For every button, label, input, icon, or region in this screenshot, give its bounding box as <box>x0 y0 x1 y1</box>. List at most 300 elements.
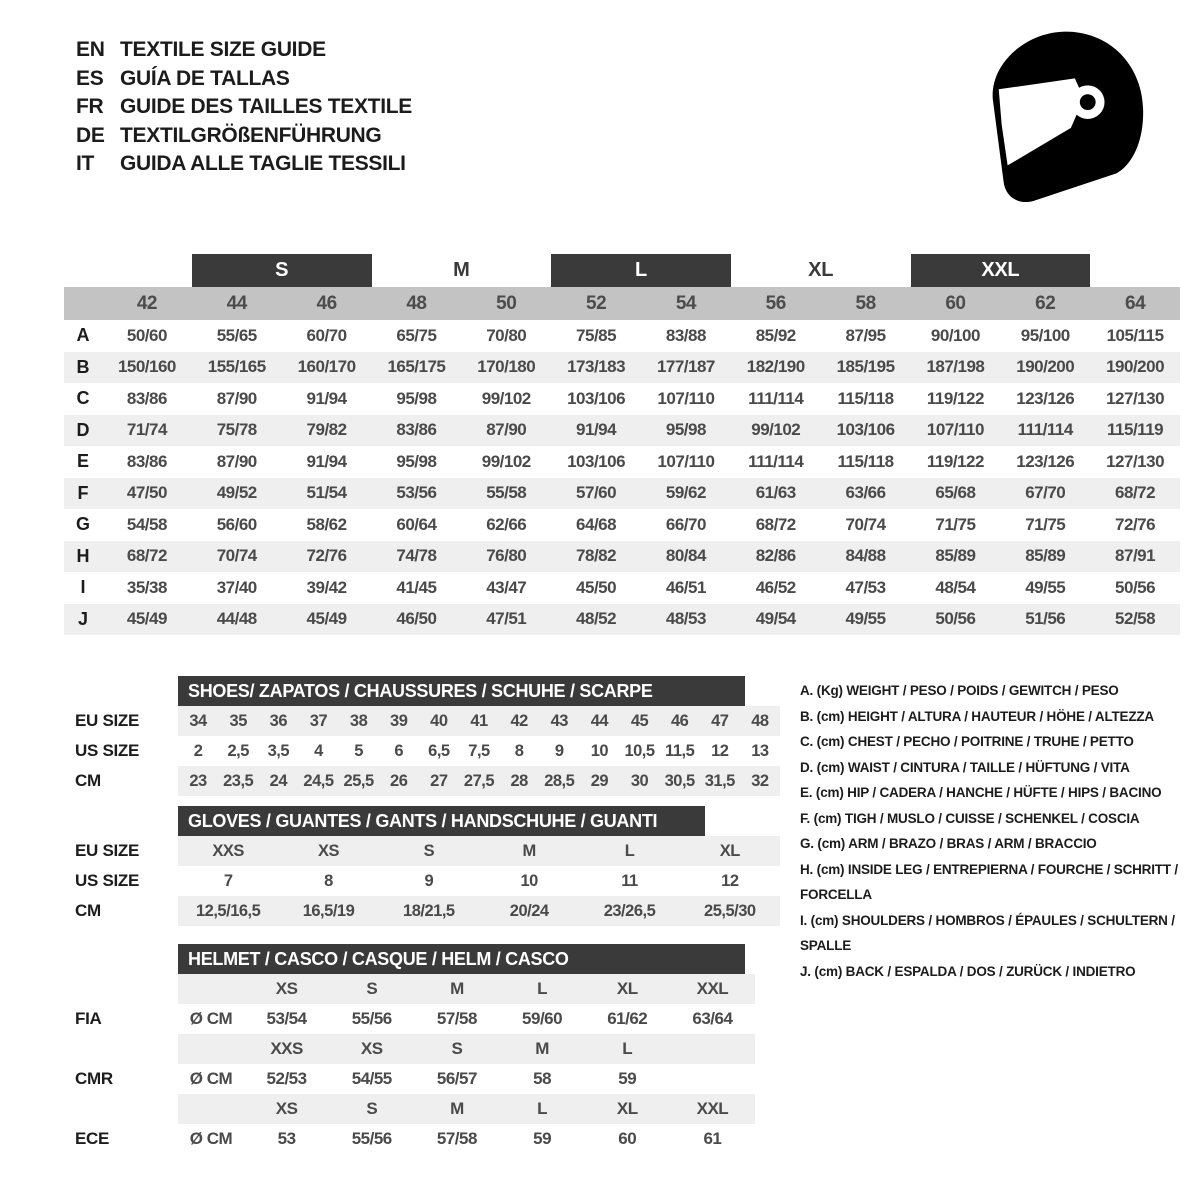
language-title-row <box>76 65 412 94</box>
size-group-xl: XL <box>808 259 834 281</box>
helmet-size-labels <box>178 1094 755 1124</box>
legend-entry: E. (cm) HIP / CADERA / HANCHE / HÜFTE / HIPS / BACINO <box>800 785 1162 800</box>
glove-size-value: 12 <box>721 871 739 890</box>
shoe-size-value: 34 <box>189 711 207 730</box>
measurement-value: 59/62 <box>665 483 706 503</box>
measurement-value: 85/92 <box>755 325 796 345</box>
shoe-size-value: 27,5 <box>463 771 495 790</box>
racing-helmet-icon <box>978 26 1148 204</box>
legend-entry: A. (Kg) WEIGHT / PESO / POIDS / GEWITCH / PESO <box>800 683 1119 698</box>
numeric-size-label: 42 <box>136 293 157 314</box>
shoe-size-value: 11,5 <box>665 741 695 760</box>
row-values <box>178 866 780 896</box>
measurement-value: 68/72 <box>126 546 167 566</box>
measurement-value: 170/180 <box>477 357 536 377</box>
helmet-size-label: XS <box>275 979 298 998</box>
numeric-size-label: 54 <box>675 293 696 314</box>
helmet-size-label: M <box>535 1039 549 1058</box>
measurement-letter: J <box>77 608 88 629</box>
language-title: TEXTILE SIZE GUIDE <box>120 38 326 61</box>
measurement-value: 72/76 <box>306 546 347 566</box>
measurement-value: 50/60 <box>126 325 167 345</box>
measurement-value: 185/195 <box>836 357 895 377</box>
numeric-size-label: 44 <box>226 293 247 314</box>
measurement-value: 57/60 <box>576 483 617 503</box>
measurement-value: 119/122 <box>926 451 984 471</box>
helmet-standard-values <box>178 1064 755 1094</box>
glove-size-value: XL <box>719 841 740 860</box>
measurement-value: 83/86 <box>126 451 167 471</box>
measurement-value: 49/55 <box>1025 577 1066 597</box>
row-values <box>178 896 780 926</box>
measurement-value: 87/91 <box>1115 546 1156 566</box>
shoe-size-value: 2 <box>193 741 203 760</box>
size-table-row <box>64 604 1180 636</box>
row-label: EU SIZE <box>75 841 140 860</box>
measurement-value: 165/175 <box>387 357 446 377</box>
measurement-value: 173/183 <box>567 357 626 377</box>
numeric-size-label: 56 <box>765 293 786 314</box>
legend-entry: H. (cm) INSIDE LEG / ENTREPIERNA / FOURCHE / SCHRITT / FORCELLA <box>800 861 1178 902</box>
size-group-xxl: XXL <box>911 254 1091 287</box>
measurement-values <box>102 546 1180 566</box>
measurement-value: 111/114 <box>748 451 804 471</box>
measurement-value: 111/114 <box>1017 420 1073 440</box>
measurement-value: 84/88 <box>845 546 886 566</box>
helmet-standard-values <box>178 1124 755 1154</box>
diameter-unit-label: Ø CM <box>189 1129 233 1148</box>
helmet-size-label: L <box>537 1099 548 1118</box>
measurement-letter: F <box>77 482 89 503</box>
glove-size-value: 12,5/16,5 <box>196 901 261 920</box>
size-table-row <box>64 509 1180 541</box>
measurement-value: 61/63 <box>755 483 796 503</box>
helmet-size-label: XS <box>275 1099 298 1118</box>
language-title-row <box>76 122 412 151</box>
numeric-size-label: 60 <box>945 293 966 314</box>
helmet-size-label: M <box>450 979 464 998</box>
shoe-size-value: 13 <box>751 741 769 760</box>
measurement-value: 45/49 <box>306 609 347 629</box>
helmet-sizes-spacer <box>75 1094 178 1124</box>
standard-label: FIA <box>75 1009 102 1028</box>
row-label: CM <box>75 901 101 920</box>
helmet-size-value: 52/53 <box>266 1069 307 1088</box>
helmet-size-label: S <box>366 1099 378 1118</box>
helmet-size-value: 59/60 <box>522 1009 563 1028</box>
shoe-size-value: 2,5 <box>227 741 249 760</box>
shoe-size-value: 6,5 <box>428 741 450 760</box>
size-table-row <box>64 415 1180 447</box>
helmet-size-value: 53/54 <box>266 1009 307 1028</box>
measurement-values <box>102 483 1180 503</box>
helmet-size-value: 60 <box>618 1129 637 1148</box>
helmet-standard-row <box>75 1004 757 1034</box>
helmet-sizes-spacer <box>75 974 178 1004</box>
shoe-size-value: 30 <box>630 771 649 790</box>
measurement-value: 49/55 <box>845 609 886 629</box>
helmet-size-value: 63/64 <box>692 1009 733 1028</box>
measurement-value: 91/94 <box>576 420 617 440</box>
measurement-value: 103/106 <box>836 420 895 440</box>
measurement-value: 76/80 <box>486 546 527 566</box>
numeric-size-label: 62 <box>1035 293 1056 314</box>
helmet-size-label: M <box>450 1099 464 1118</box>
measurement-value: 187/198 <box>926 357 985 377</box>
gloves-section-title: GLOVES / GUANTES / GANTS / HANDSCHUHE / GUANTI <box>178 806 705 836</box>
measurement-value: 127/130 <box>1106 451 1165 471</box>
gloves-table-row <box>75 836 780 866</box>
measurement-value: 49/54 <box>755 609 796 629</box>
glove-size-value: M <box>522 841 536 860</box>
shoes-table-body <box>75 706 780 796</box>
measurement-value: 53/56 <box>396 483 437 503</box>
shoe-size-value: 10,5 <box>624 741 655 760</box>
measurement-value: 91/94 <box>306 388 347 408</box>
measurement-value: 103/106 <box>567 451 626 471</box>
measurement-value: 62/66 <box>486 514 527 534</box>
gloves-table-row <box>75 896 780 926</box>
measurement-value: 46/50 <box>396 609 437 629</box>
measurement-value: 177/187 <box>656 357 715 377</box>
language-title-row <box>76 150 412 179</box>
measurement-value: 65/68 <box>935 483 976 503</box>
helmet-size-value: 59 <box>533 1129 552 1148</box>
size-table-body <box>64 320 1180 635</box>
helmet-size-label: L <box>537 979 548 998</box>
shoe-size-value: 12 <box>711 741 729 760</box>
measurement-value: 51/54 <box>306 483 347 503</box>
helmet-size-value: 54/55 <box>351 1069 392 1088</box>
helmet-size-value: 53 <box>277 1129 296 1148</box>
shoe-size-value: 6 <box>394 741 404 760</box>
row-label: EU SIZE <box>75 711 140 730</box>
gloves-size-section <box>75 806 780 926</box>
measurement-value: 68/72 <box>755 514 796 534</box>
numeric-size-label: 48 <box>406 293 427 314</box>
size-table-row <box>64 446 1180 478</box>
diameter-unit-label: Ø CM <box>189 1069 233 1088</box>
glove-size-value: S <box>423 841 435 860</box>
glove-size-value: L <box>624 841 635 860</box>
measurement-value: 52/58 <box>1115 609 1156 629</box>
measurement-value: 78/82 <box>576 546 617 566</box>
helmet-size-value: 58 <box>533 1069 552 1088</box>
measurement-value: 63/66 <box>845 483 886 503</box>
measurement-value: 64/68 <box>576 514 617 534</box>
size-table-row <box>64 320 1180 352</box>
language-code: DE <box>76 123 105 147</box>
measurement-value: 74/78 <box>396 546 437 566</box>
measurement-value: 47/53 <box>845 577 886 597</box>
shoe-size-value: 26 <box>390 771 408 790</box>
shoe-size-value: 30,5 <box>664 771 695 790</box>
measurement-values <box>102 420 1180 440</box>
shoe-size-value: 10 <box>590 741 609 760</box>
row-label: CM <box>75 771 101 790</box>
glove-size-value: XS <box>317 841 339 860</box>
measurement-value: 66/70 <box>665 514 706 534</box>
legend-entry: B. (cm) HEIGHT / ALTURA / HAUTEUR / HÖHE / ALTEZZA <box>800 708 1154 724</box>
size-table-row <box>64 572 1180 604</box>
measurement-value: 95/98 <box>396 451 437 471</box>
numeric-size-header-row <box>64 287 1180 320</box>
language-code: IT <box>76 152 95 175</box>
measurement-value: 51/56 <box>1025 609 1066 629</box>
measurement-value: 48/53 <box>665 609 706 629</box>
measurement-letter: B <box>76 356 90 377</box>
measurement-value: 111/114 <box>748 388 804 408</box>
measurement-value: 75/78 <box>216 420 257 440</box>
measurement-letter: H <box>76 545 90 566</box>
measurement-legend <box>800 678 1178 984</box>
helmet-size-label: S <box>366 979 378 998</box>
glove-size-value: 8 <box>324 871 333 890</box>
measurement-value: 127/130 <box>1106 388 1165 408</box>
measurement-value: 47/50 <box>126 483 167 503</box>
measurement-value: 95/98 <box>665 420 706 440</box>
measurement-value: 83/86 <box>126 388 167 408</box>
measurement-letter: I <box>80 577 86 598</box>
measurement-value: 39/42 <box>306 577 347 597</box>
measurement-value: 68/72 <box>1115 483 1156 503</box>
measurement-letter: A <box>76 325 90 346</box>
measurement-value: 48/54 <box>935 577 976 597</box>
measurement-value: 80/84 <box>665 546 706 566</box>
measurement-value: 50/56 <box>1115 577 1156 597</box>
language-code: EN <box>76 38 105 61</box>
measurement-value: 83/86 <box>396 420 437 440</box>
measurement-value: 123/126 <box>1016 451 1075 471</box>
numeric-size-label: 58 <box>855 293 876 314</box>
language-title-row <box>76 93 412 122</box>
measurement-value: 87/90 <box>216 451 257 471</box>
shoe-size-value: 46 <box>670 711 689 730</box>
glove-size-value: XXS <box>212 841 244 860</box>
helmet-sizes-spacer <box>75 1034 178 1064</box>
measurement-value: 190/200 <box>1016 357 1075 377</box>
shoe-size-value: 48 <box>751 711 769 730</box>
shoe-size-value: 39 <box>390 711 408 730</box>
helmet-size-label: XL <box>616 979 638 998</box>
shoe-size-value: 38 <box>349 711 368 730</box>
size-table-row <box>64 478 1180 510</box>
shoe-size-value: 9 <box>554 741 564 760</box>
shoe-size-value: 27 <box>430 771 448 790</box>
size-table-row <box>64 352 1180 384</box>
helmet-standard-row <box>75 1124 757 1154</box>
measurement-value: 71/75 <box>935 514 976 534</box>
measurement-value: 67/70 <box>1025 483 1066 503</box>
measurement-value: 70/74 <box>216 546 257 566</box>
shoes-size-section <box>75 676 780 796</box>
measurement-value: 107/110 <box>657 451 715 471</box>
shoes-table-row <box>75 706 780 736</box>
helmet-size-label: XXS <box>270 1039 303 1058</box>
glove-size-value: 16,5/19 <box>302 901 355 920</box>
helmet-size-labels <box>178 1034 755 1064</box>
size-group-spacer <box>64 254 102 287</box>
measurement-value: 123/126 <box>1016 388 1075 408</box>
measurement-value: 115/118 <box>837 451 894 471</box>
glove-size-value: 18/21,5 <box>403 901 455 920</box>
glove-size-value: 11 <box>621 871 638 890</box>
helmet-sizes-row <box>75 1094 757 1124</box>
numeric-size-label: 64 <box>1125 293 1146 314</box>
shoe-size-value: 43 <box>550 711 568 730</box>
measurement-value: 87/95 <box>845 325 886 345</box>
helmet-size-label: XS <box>360 1039 383 1058</box>
helmet-size-labels <box>178 974 755 1004</box>
helmet-sizes-row <box>75 974 757 1004</box>
glove-size-value: 23/26,5 <box>603 901 656 920</box>
measurement-value: 150/160 <box>117 357 176 377</box>
measurement-values <box>102 452 1180 472</box>
measurement-value: 95/98 <box>396 388 437 408</box>
measurement-value: 103/106 <box>567 388 626 408</box>
legend-entry: I. (cm) SHOULDERS / HOMBROS / ÉPAULES / SCHULTERN / SPALLE <box>800 912 1175 953</box>
shoes-section-title: SHOES/ ZAPATOS / CHAUSSURES / SCHUHE / SCARPE <box>178 676 745 706</box>
language-title-list <box>76 36 412 179</box>
shoe-size-value: 23,5 <box>223 771 254 790</box>
helmet-size-label: XXL <box>696 979 729 998</box>
language-code: ES <box>76 66 104 90</box>
measurement-value: 99/102 <box>751 420 801 440</box>
measurement-value: 71/75 <box>1025 514 1066 534</box>
measurement-value: 105/115 <box>1106 325 1164 345</box>
legend-entry: F. (cm) TIGH / MUSLO / CUISSE / SCHENKEL / COSCIA <box>800 810 1140 826</box>
measurement-value: 115/119 <box>1107 420 1164 440</box>
gloves-table-body <box>75 836 780 926</box>
measurement-value: 85/89 <box>1025 546 1066 566</box>
measurement-value: 65/75 <box>396 325 437 345</box>
measurement-value: 155/165 <box>207 357 266 377</box>
measurement-value: 44/48 <box>216 609 257 629</box>
measurement-value: 87/90 <box>486 420 527 440</box>
measurement-value: 190/200 <box>1106 357 1165 377</box>
language-title-row <box>76 36 412 65</box>
measurement-value: 70/74 <box>845 514 886 534</box>
measurement-value: 55/58 <box>486 483 527 503</box>
numeric-size-spacer <box>64 287 102 320</box>
row-values <box>178 836 780 866</box>
measurement-value: 58/62 <box>306 514 347 534</box>
measurement-value: 107/110 <box>657 388 715 408</box>
shoe-size-value: 47 <box>711 711 729 730</box>
measurement-value: 87/90 <box>216 388 257 408</box>
measurement-value: 43/47 <box>486 577 527 597</box>
shoe-size-value: 35 <box>229 711 247 730</box>
measurement-value: 119/122 <box>926 388 984 408</box>
helmet-table-body <box>75 974 757 1154</box>
measurement-value: 41/45 <box>396 577 437 597</box>
measurement-values <box>102 326 1180 346</box>
helmet-size-label: S <box>451 1039 463 1058</box>
helmet-standard-row <box>75 1064 757 1094</box>
measurement-value: 83/88 <box>665 325 706 345</box>
measurement-values <box>102 389 1180 409</box>
measurement-values <box>102 357 1180 377</box>
measurement-value: 46/51 <box>665 577 706 597</box>
shoe-size-value: 3,5 <box>267 741 290 760</box>
row-values <box>178 706 780 736</box>
glove-size-value: 9 <box>424 871 434 890</box>
numeric-size-label: 50 <box>496 293 517 314</box>
measurement-value: 79/82 <box>306 420 347 440</box>
shoe-size-value: 24,5 <box>303 771 334 790</box>
measurement-value: 37/40 <box>216 577 257 597</box>
row-label: US SIZE <box>75 741 140 760</box>
shoe-size-value: 37 <box>309 711 328 730</box>
legend-entry: C. (cm) CHEST / PECHO / POITRINE / TRUHE / PETTO <box>800 734 1134 749</box>
measurement-value: 99/102 <box>481 388 531 408</box>
language-title: GUIDA ALLE TAGLIE TESSILI <box>120 152 406 175</box>
shoes-table-row <box>75 736 780 766</box>
shoe-size-value: 32 <box>751 771 769 790</box>
measurement-value: 182/190 <box>746 357 805 377</box>
language-code: FR <box>76 95 104 118</box>
measurement-letter: G <box>75 514 90 535</box>
shoe-size-value: 40 <box>430 711 448 730</box>
measurement-value: 60/70 <box>306 325 347 345</box>
helmet-size-value: 56/57 <box>436 1069 477 1088</box>
measurement-value: 160/170 <box>297 357 356 377</box>
shoes-table-row <box>75 766 780 796</box>
glove-size-value: 20/24 <box>509 901 549 920</box>
helmet-size-value: 57/58 <box>436 1009 477 1028</box>
helmet-size-value: 55/56 <box>351 1129 392 1148</box>
helmet-size-label: XXL <box>696 1099 729 1118</box>
measurement-value: 46/52 <box>755 577 796 597</box>
diameter-unit-label: Ø CM <box>189 1009 233 1028</box>
language-title: TEXTILGRÖßENFÜHRUNG <box>120 123 382 147</box>
measurement-value: 91/94 <box>306 451 347 471</box>
shoe-size-value: 28 <box>510 771 528 790</box>
measurement-values <box>102 609 1180 629</box>
glove-size-value: 10 <box>520 871 538 890</box>
measurement-value: 49/52 <box>216 483 257 503</box>
shoe-size-value: 4 <box>314 741 323 760</box>
legend-entry: D. (cm) WAIST / CINTURA / TAILLE / HÜFTUNG / VITA <box>800 759 1130 775</box>
measurement-value: 50/56 <box>935 609 976 629</box>
helmet-size-value: 61/62 <box>607 1009 648 1028</box>
shoe-size-value: 23 <box>189 771 207 790</box>
size-group-s: S <box>192 254 372 287</box>
glove-size-value: 7 <box>223 871 233 890</box>
size-table-row <box>64 383 1180 415</box>
standard-label: ECE <box>75 1129 110 1148</box>
helmet-size-value: 61 <box>703 1129 722 1148</box>
helmet-standard-values <box>178 1004 755 1034</box>
measurement-value: 71/74 <box>126 420 167 440</box>
helmet-sizes-row <box>75 1034 757 1064</box>
helmet-size-value: 57/58 <box>436 1129 477 1148</box>
size-group-header-row <box>64 254 1180 287</box>
measurement-value: 56/60 <box>216 514 257 534</box>
size-group-l: L <box>551 254 731 287</box>
measurement-value: 72/76 <box>1115 514 1156 534</box>
measurement-letter: E <box>76 451 89 472</box>
glove-size-value: 25,5/30 <box>704 901 756 920</box>
measurement-value: 95/100 <box>1020 325 1070 345</box>
measurement-value: 107/110 <box>926 420 984 440</box>
legend-entry: G. (cm) ARM / BRAZO / BRAS / ARM / BRACCIO <box>800 836 1097 851</box>
measurement-value: 90/100 <box>930 325 980 345</box>
measurement-values <box>102 578 1180 598</box>
helmet-section-title: HELMET / CASCO / CASQUE / HELM / CASCO <box>178 944 745 974</box>
measurement-values <box>102 515 1180 535</box>
garment-size-table <box>64 254 1180 635</box>
